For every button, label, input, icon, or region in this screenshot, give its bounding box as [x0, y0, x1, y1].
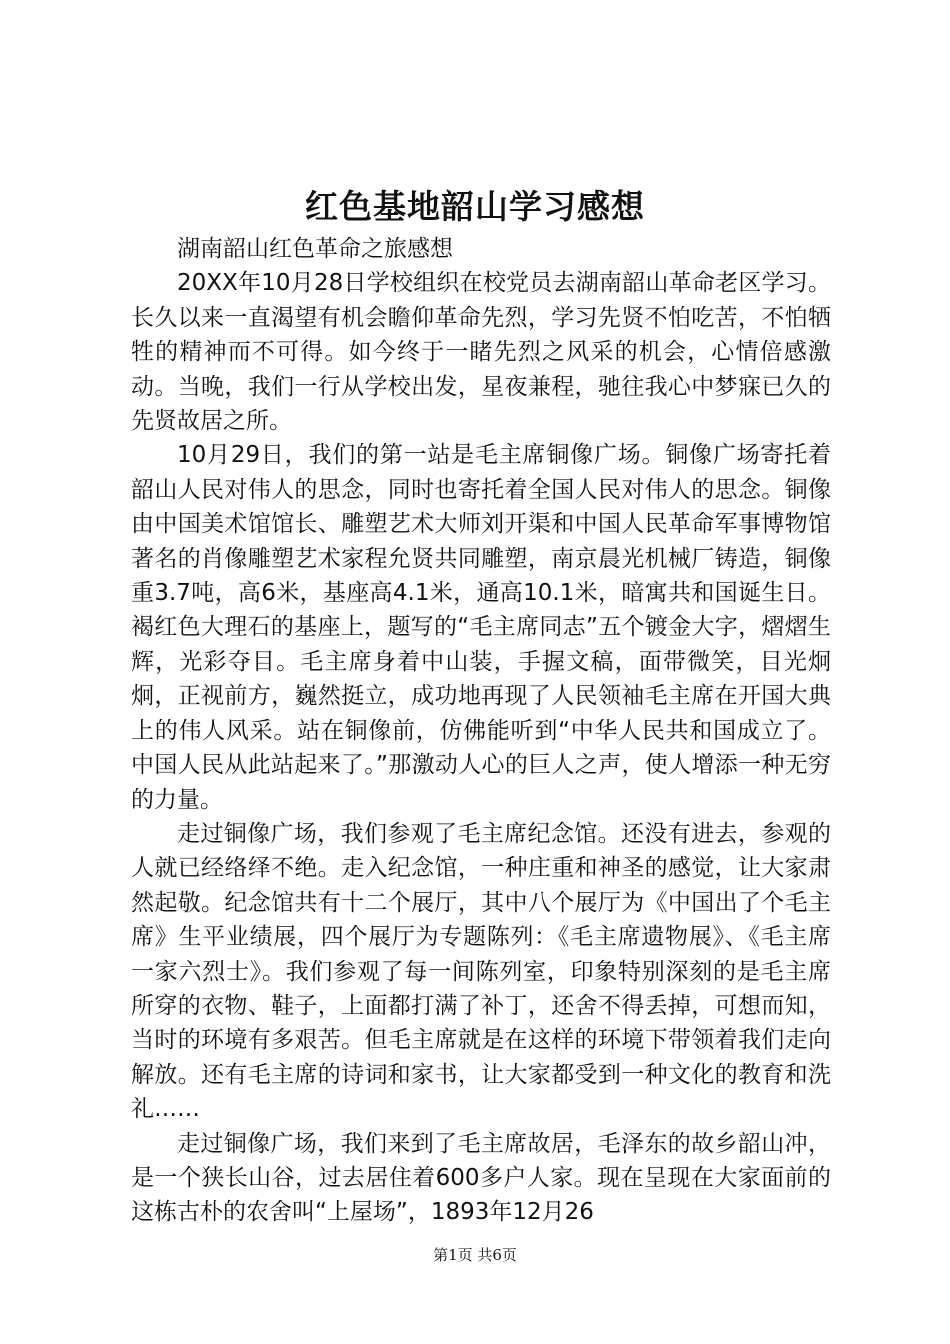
page-footer: 第1页 共6页	[433, 1246, 517, 1264]
body-paragraph-3: 走过铜像广场，我们参观了毛主席纪念馆。还没有进去，参观的人就已经络绎不绝。走入纪念馆，一种庄重和神圣的感觉，让大家肃然起敬。纪念馆共有十二个展厅，其中八个展厅为《中国出了个毛主席》生平业绩展，四个展厅为专题陈列：《毛主席遗物展》、《毛主席一家六烈士》。我们参观了每一间陈列室，印象特别深刻的是毛主席所穿的衣物、鞋子，上面都打满了补丁，还舍不得丢掉，可想而知，当时的环境有多艰苦。但毛主席就是在这样的环境下带领着我们走向解放。还有毛主席的诗词和家书，让大家都受到一种文化的教育和洗礼……	[131, 820, 831, 1123]
document-title: 红色基地韶山学习感想	[305, 187, 645, 226]
subtitle-paragraph: 湖南韶山红色革命之旅感想	[177, 236, 453, 262]
document-body	[131, 232, 831, 1230]
body-paragraph-4: 走过铜像广场，我们来到了毛主席故居，毛泽东的故乡韶山冲，是一个狭长山谷，过去居住着600多户人家。现在呈现在大家面前的这栋古朴的农舍叫“上屋场”，1893年12月26	[131, 1130, 831, 1226]
body-paragraph-1: 20XX年10月28日学校组织在校党员去湖南韶山革命老区学习。长久以来一直渴望有机会瞻仰革命先烈，学习先贤不怕吃苦，不怕牺牲的精神而不可得。如今终于一睹先烈之风采的机会，心情倍感激动。当晚，我们一行从学校出发，星夜兼程，驰往我心中梦寐已久的先贤故居之所。	[131, 270, 831, 435]
body-paragraph-2: 10月29日，我们的第一站是毛主席铜像广场。铜像广场寄托着韶山人民对伟人的思念，同时也寄托着全国人民对伟人的思念。铜像由中国美术馆馆长、雕塑艺术大师刘开渠和中国人民革命军事博物馆著名的肖像雕塑艺术家程允贤共同雕塑，南京晨光机械厂铸造，铜像重3.7吨，高6米，基座高4.1米，通高10.1米，暗寓共和国诞生日。褐红色大理石的基座上，题写的“毛主席同志”五个镀金大字，熠熠生辉，光彩夺目。毛主席身着中山装，手握文稿，面带微笑，目光炯炯，正视前方，巍然挺立，成功地再现了人民领袖毛主席在开国大典上的伟人风采。站在铜像前，仿佛能听到“中华人民共和国成立了。中国人民从此站起来了。”那激动人心的巨人之声，使人增添一种无穷的力量。	[131, 442, 831, 813]
